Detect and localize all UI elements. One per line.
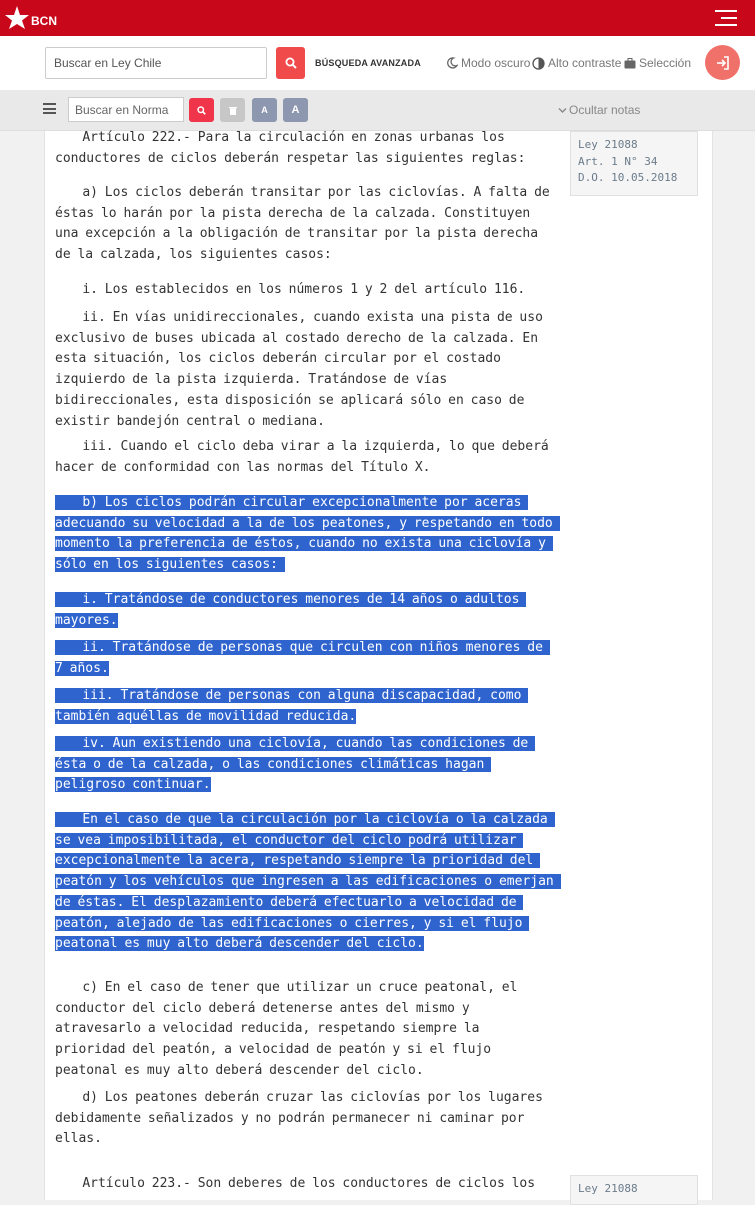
star-logo-icon	[4, 5, 30, 31]
note-date: D.O. 10.05.2018	[578, 171, 678, 184]
modification-note[interactable]	[570, 1175, 698, 1205]
norma-search-button[interactable]	[189, 98, 214, 122]
high-contrast-label: Alto contraste	[548, 56, 622, 70]
selected-text: b) Los ciclos podrán circular excepcionalmente por aceras adecuando su velocidad a la de los peatones, y respetando en todo momento la preferencia de éstos, cuando no exista una ciclovía y sólo en los siguientes casos:	[55, 495, 560, 573]
article-222-rule-b-paragraph	[55, 810, 561, 955]
font-decrease-button[interactable]: A	[252, 98, 277, 122]
selected-text: iii. Tratándose de personas con alguna discapacidad, como también aquéllas de movilidad reducida.	[55, 688, 529, 724]
article-222-rule-a: a) Los ciclos deberán transitar por las ciclovías. A falta de éstas lo harán por la pista derecha de la calzada. Constituyen una excepción a la obligación de transitar por la pista derecha de la calzada, los siguientes casos:	[55, 185, 557, 263]
selected-text: ii. Tratándose de personas que circulen con niños menores de 7 años.	[55, 640, 550, 676]
contrast-icon	[532, 57, 545, 70]
login-icon	[715, 55, 731, 71]
article-222-rule-d: d) Los peatones deberán cruzar las ciclovías por los lugares debidamente señalizados y no podrán permanecer ni caminar por ellas.	[55, 1090, 550, 1147]
norma-search-input[interactable]	[68, 97, 184, 122]
selected-text: iv. Aun existiendo una ciclovía, cuando las condiciones de ésta o de la calzada, o las condiciones climáticas hagan peligroso continuar.	[55, 736, 536, 793]
moon-icon	[446, 57, 458, 69]
menu-icon[interactable]	[43, 103, 56, 114]
briefcase-icon	[624, 58, 636, 69]
search-button[interactable]	[276, 47, 305, 79]
logo-text: BCN	[31, 14, 57, 28]
top-bar	[0, 0, 755, 36]
article-222-rule-a-ii: ii. En vías unidireccionales, cuando exista una pista de uso exclusivo de buses ubicada al costado derecho de la calzada. En esta situación, los ciclos deberán circular por el costado izquierdo de la pista izquierda. Tratándose de vías bidireccionales, esta disposición se aplicará sólo en caso de existir bandejón central o mediana.	[55, 310, 550, 429]
search-icon	[285, 57, 297, 69]
selection-toggle[interactable]	[624, 56, 691, 70]
selection-label: Selección	[639, 56, 692, 70]
note-article: Art. 1 N° 34	[578, 154, 658, 168]
article-223-intro: Artículo 223.- Son deberes de los conductores de ciclos los	[55, 1176, 536, 1191]
article-222-rule-b-i	[55, 590, 555, 631]
article-222-rule-b	[55, 493, 560, 576]
hide-notes-toggle[interactable]	[558, 103, 640, 117]
hamburger-icon[interactable]	[715, 9, 737, 27]
selected-text: En el caso de que la circulación por la ciclovía o la calzada se vea imposibilitada, el conductor del ciclo podrá utilizar excepcionalmente la acera, respetando siempre la prioridad del peatón y los vehículos que ingresen a las edificaciones o emerjan de éstas. El desplazamiento deberá efectuarlo a velocidad de peatón, alejado de las edificaciones o cierres, y si el flujo peatonal es muy alto deberá descender del ciclo.	[55, 812, 561, 952]
login-button[interactable]	[705, 45, 740, 80]
selected-text: i. Tratándose de conductores menores de 14 años o adultos mayores.	[55, 592, 527, 628]
article-222-intro: Artículo 222.- Para la circulación en zonas urbanas los conductores de ciclos deberán respetar las siguientes reglas:	[55, 130, 526, 166]
dark-mode-label: Modo oscuro	[461, 56, 531, 70]
search-input[interactable]	[45, 47, 267, 79]
article-222-rule-a-i: i. Los establecidos en los números 1 y 2 del artículo 116.	[55, 282, 526, 297]
note-law: Ley 21088	[578, 138, 638, 151]
note-law: Ley 21088	[578, 1182, 638, 1195]
article-222-rule-b-iv	[55, 734, 555, 796]
article-222-rule-b-ii	[55, 638, 555, 679]
font-increase-button[interactable]: A	[283, 98, 308, 122]
hide-notes-label: Ocultar notas	[569, 103, 641, 117]
high-contrast-toggle[interactable]	[532, 56, 621, 70]
search-icon	[197, 106, 206, 115]
document-toolbar	[0, 90, 755, 131]
article-222-rule-a-iii: iii. Cuando el ciclo deba virar a la izquierda, lo que deberá hacer de conformidad con las normas del Título X.	[55, 439, 556, 475]
search-bar	[0, 36, 755, 90]
article-222-rule-b-iii	[55, 686, 555, 727]
trash-icon	[229, 106, 237, 115]
chevron-down-icon	[558, 107, 567, 114]
advanced-search-link[interactable]: BÚSQUEDA AVANZADA	[315, 58, 421, 68]
clear-button[interactable]	[220, 98, 245, 122]
bcn-logo[interactable]	[4, 5, 57, 31]
article-222-rule-c: c) En el caso de tener que utilizar un cruce peatonal, el conductor del ciclo deberá detenerse antes del mismo y atravesarlo a velocidad reducida, respetando siempre la prioridad del peatón, a velocidad de peatón y si el flujo peatonal es muy alto deberá descender del ciclo.	[55, 980, 525, 1078]
dark-mode-toggle[interactable]	[446, 56, 530, 70]
modification-note[interactable]	[570, 131, 698, 196]
